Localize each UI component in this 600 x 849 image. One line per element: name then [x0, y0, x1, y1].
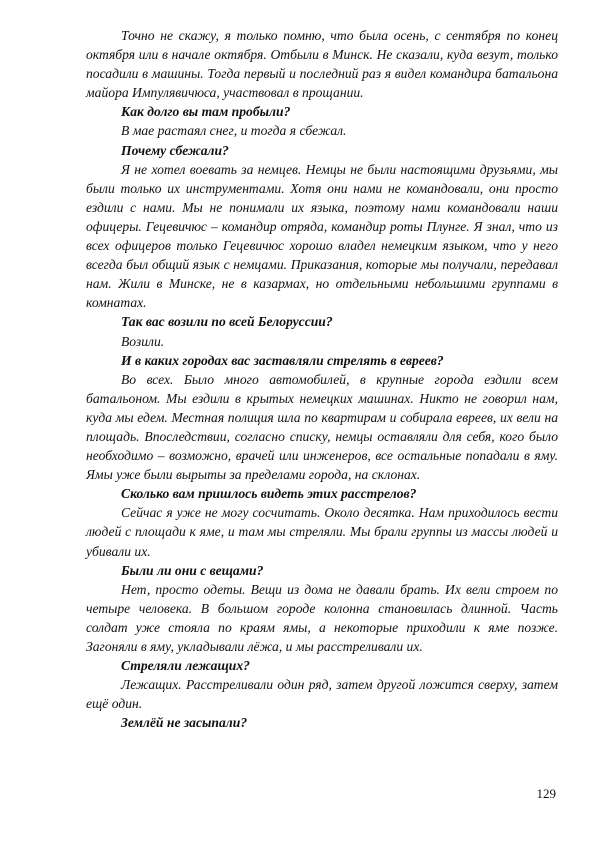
- page-number: 129: [536, 786, 556, 801]
- question-line: Так вас возили по всей Белоруссии?: [121, 314, 333, 330]
- answer-paragraph: Я не хотел воевать за немцев. Немцы не были настоящими друзьями, мы были только их инструментами. Хотя они нами не командовали, они просто ездили с нами. Мы не понимали их языка, поэтому нами командовали наши офицеры. Гецевичюс – командир отряда, командир роты Плунге. Я знал, что из всех офицеров только Гецевичюс хорошо владел немецким языком, что у него всегда был общий язык с немцами. Приказания, которые мы получали, передавал нам. Жили в Минске, не в казармах, но отдельными небольшими группами в комнатах.: [86, 161, 558, 311]
- answer-paragraph: Лежащих. Расстреливали один ряд, затем другой ложится сверху, затем ещё один.: [86, 677, 558, 712]
- question-line: Землёй не засыпали?: [121, 715, 248, 731]
- answer-paragraph: Сейчас я уже не могу сосчитать. Около десятка. Нам приходилось вести людей с площади к яме, и там мы стреляли. Мы брали группы из массы людей и убивали их.: [86, 505, 558, 559]
- question-line: Как долго вы там пробыли?: [121, 104, 291, 120]
- document-body: [86, 26, 558, 732]
- question-line: Были ли они с вещами?: [121, 562, 264, 578]
- question-line: Сколько вам пришлось видеть этих расстрелов?: [121, 486, 417, 502]
- answer-paragraph: Точно не скажу, я только помню, что была осень, с сентября по конец октября или в начале октября. Отбыли в Минск. Не сказали, куда везут, только посадили в машины. Тогда первый и последний раз я видел командира батальона майора Импулявичюса, участвовал в прощании.: [86, 28, 558, 101]
- question-line: Стреляли лежащих?: [121, 658, 250, 674]
- answer-paragraph: Возили.: [121, 333, 165, 349]
- answer-paragraph: Во всех. Было много автомобилей, в крупные города ездили всем батальоном. Мы ездили в крытых немецких машинах. Никто не говорил нам, куда мы едем. Местная полиция шла по квартирам и собирала евреев, их вели на площадь. Впоследствии, согласно списку, немцы оставляли для себя, кого было необходимо – возможно, врачей или инженеров, все остальные попадали в яму. Ямы уже были вырыты за пределами города, на склонах.: [86, 371, 558, 483]
- answer-paragraph: Нет, просто одеты. Вещи из дома не давали брать. Их вели строем по четыре человека. В большом городе колонна становилась длинной. Часть солдат уже стояла по краям ямы, а некоторые приходили к яме позже. Загоняли в яму, укладывали лёжа, и мы расстреливали их.: [86, 581, 558, 654]
- answer-paragraph: В мае растаял снег, и тогда я сбежал.: [121, 123, 347, 139]
- question-line: И в каких городах вас заставляли стрелять в евреев?: [121, 352, 444, 368]
- question-line: Почему сбежали?: [121, 142, 229, 158]
